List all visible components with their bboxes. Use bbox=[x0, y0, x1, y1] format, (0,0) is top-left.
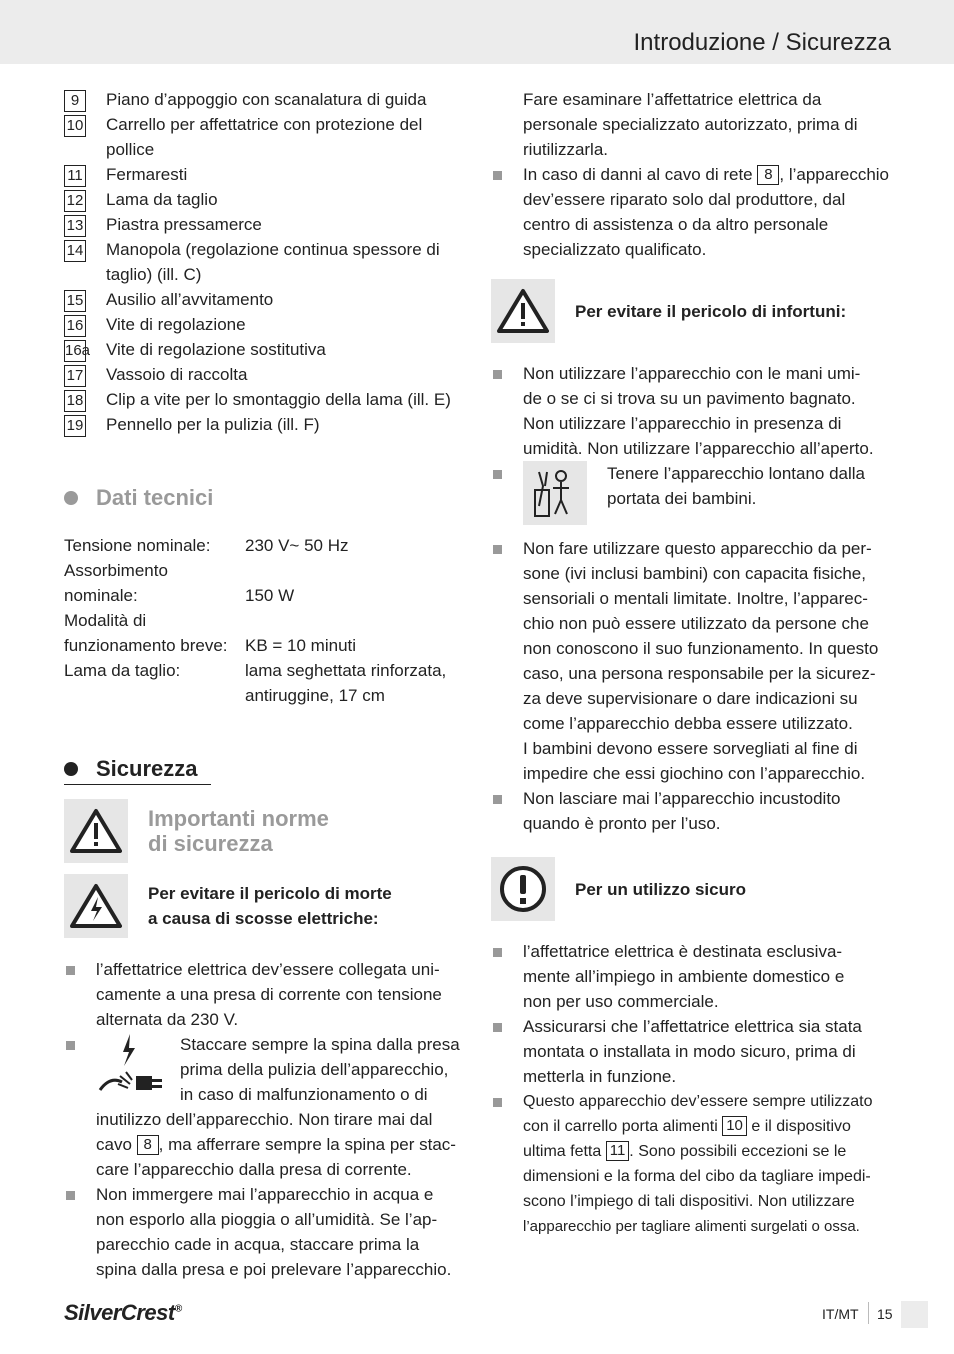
part-number-cell bbox=[64, 112, 106, 162]
part-label: Clip a vite per lo smontaggio della lama (ill. E) bbox=[106, 390, 451, 409]
text-line: Non lasciare mai l’apparecchio incustodito bbox=[523, 789, 841, 808]
text-line: Questo apparecchio dev’essere sempre utilizzato bbox=[523, 1093, 873, 1110]
part-number-box: 16 bbox=[64, 315, 86, 337]
safe-use-text: Per un utilizzo sicuro bbox=[575, 879, 746, 899]
part-label: Carrello per affettatrice con protezione del pollice bbox=[106, 115, 423, 159]
text-line: care l’apparecchio dalla presa di corrente. bbox=[96, 1160, 412, 1179]
square-bullet-icon bbox=[491, 361, 523, 461]
text-fragment: con il carrello porta alimenti bbox=[523, 1118, 718, 1135]
part-row bbox=[64, 287, 464, 312]
text-line: inutilizzo dell’apparecchio. Non tirare mai dal bbox=[96, 1110, 433, 1129]
part-number-box: 15 bbox=[64, 290, 86, 312]
text-fragment: . Sono possibili eccezioni se le bbox=[629, 1143, 847, 1160]
text-line: Staccare sempre la spina dalla presa bbox=[180, 1035, 460, 1054]
text-line: I bambini devono essere sorvegliati al fine di bbox=[523, 739, 858, 758]
square-bullet-icon bbox=[491, 786, 523, 836]
warning-triangle-icon bbox=[64, 799, 128, 863]
electric-shock-warning-icon bbox=[64, 874, 128, 938]
text-line: sone (ivi inclusi bambini) con capacita fisiche, bbox=[523, 564, 866, 583]
square-bullet-icon bbox=[491, 162, 523, 262]
square-bullet-icon bbox=[491, 1089, 523, 1239]
important-safety-header bbox=[64, 799, 464, 863]
part-number-box: 13 bbox=[64, 215, 86, 237]
part-number-box: 17 bbox=[64, 365, 86, 387]
text-fragment: cavo bbox=[96, 1135, 132, 1154]
text-line bbox=[523, 1139, 891, 1164]
square-bullet-icon bbox=[64, 1182, 96, 1282]
text-line bbox=[96, 1132, 464, 1157]
list-item bbox=[491, 786, 891, 836]
list-item bbox=[491, 536, 891, 786]
text-line: Non utilizzare l’apparecchio in presenza di bbox=[523, 414, 842, 433]
text-line: non esporlo alla pioggia o all’umidità. Se l’ap- bbox=[96, 1210, 438, 1229]
part-number-cell bbox=[64, 337, 106, 362]
shock-warning-line: a causa di scosse elettriche: bbox=[148, 909, 379, 928]
part-number-cell bbox=[64, 187, 106, 212]
text-line: za deve supervisionare o dare indicazioni su bbox=[523, 689, 858, 708]
part-number-cell bbox=[64, 387, 106, 412]
tech-key: nominale: bbox=[64, 586, 138, 605]
text-line: Assicurarsi che l’affettatrice elettrica sia stata bbox=[523, 1017, 862, 1036]
part-label: Piastra pressamerce bbox=[106, 215, 262, 234]
text-line: montata o installata in modo sicuro, prima di bbox=[523, 1042, 856, 1061]
square-bullet-icon bbox=[491, 536, 523, 786]
text-line: sensoriali o mentali limitate. Inoltre, l’apparec- bbox=[523, 589, 868, 608]
child-icon bbox=[523, 461, 587, 525]
bullet-dot-icon bbox=[64, 762, 78, 776]
unplug-plug-icon bbox=[96, 1032, 180, 1107]
square-bullet-icon bbox=[491, 461, 523, 525]
tech-value: lama seghettata rinforzata, bbox=[245, 661, 447, 680]
safety-heading bbox=[64, 756, 211, 785]
part-label: Ausilio all’avvitamento bbox=[106, 290, 274, 309]
part-number-box: 10 bbox=[722, 1116, 747, 1136]
tech-value: KB = 10 minuti bbox=[245, 636, 357, 655]
tech-value: antiruggine, 17 cm bbox=[245, 686, 385, 705]
text-line: in caso di malfunzionamento o di bbox=[180, 1085, 428, 1104]
part-number-cell bbox=[64, 362, 106, 387]
text-line: specializzato qualificato. bbox=[523, 240, 707, 259]
text-line: non conoscono il suo funzionamento. In questo bbox=[523, 639, 879, 658]
text-line: scono l’impiego di tali dispositivi. Non utilizzare bbox=[523, 1193, 855, 1210]
page-tab-marker bbox=[901, 1301, 928, 1328]
part-number-box: 8 bbox=[757, 165, 779, 185]
text-line bbox=[523, 1114, 891, 1139]
text-line: parecchio cade in acqua, staccare prima la bbox=[96, 1235, 420, 1254]
shock-warning-header bbox=[64, 874, 464, 938]
list-item bbox=[491, 1014, 891, 1089]
part-number-cell bbox=[64, 287, 106, 312]
text-line: Fare esaminare l’affettatrice elettrica da bbox=[523, 90, 822, 109]
part-number-box: 10 bbox=[64, 115, 86, 137]
footer-divider bbox=[868, 1302, 869, 1324]
part-number-cell bbox=[64, 237, 106, 287]
list-item bbox=[491, 1089, 891, 1239]
tech-value: 150 W bbox=[245, 586, 295, 605]
part-label: Piano d’appoggio con scanalatura di guida bbox=[106, 90, 427, 109]
part-number-box: 11 bbox=[64, 165, 86, 187]
text-line: come l’apparecchio debba essere utilizzato. bbox=[523, 714, 853, 733]
text-line: Non immergere mai l’apparecchio in acqua e bbox=[96, 1185, 434, 1204]
square-bullet-icon bbox=[491, 1014, 523, 1089]
text-line: l’affettatrice elettrica dev’essere collegata uni- bbox=[96, 960, 440, 979]
part-label: Fermaresti bbox=[106, 165, 188, 184]
text-fragment: ultima fetta bbox=[523, 1143, 602, 1160]
part-number-cell bbox=[64, 212, 106, 237]
list-item bbox=[64, 1182, 464, 1282]
tech-table bbox=[64, 533, 464, 708]
part-row bbox=[64, 237, 464, 287]
part-label: Pennello per la pulizia (ill. F) bbox=[106, 415, 320, 434]
text-fragment: e il dispositivo bbox=[751, 1118, 851, 1135]
part-row bbox=[64, 87, 464, 112]
text-line: personale specializzato autorizzato, prima di bbox=[523, 115, 858, 134]
trademark-mark: ® bbox=[174, 1303, 182, 1315]
part-label: Vassoio di raccolta bbox=[106, 365, 248, 384]
part-row bbox=[64, 112, 464, 162]
part-label: Manopola (regolazione continua spessore di taglio) (ill. C) bbox=[106, 240, 440, 284]
text-line: non per uso commerciale. bbox=[523, 992, 719, 1011]
brand-logo bbox=[64, 1300, 182, 1326]
page-header bbox=[0, 0, 954, 64]
tech-key: Tensione nominale: bbox=[64, 536, 211, 555]
text-line: Non fare utilizzare questo apparecchio da per- bbox=[523, 539, 872, 558]
part-row bbox=[64, 412, 464, 437]
text-line: Non utilizzare l’apparecchio con le mani umi- bbox=[523, 364, 861, 383]
injury-warning-header bbox=[491, 279, 891, 343]
part-number-cell bbox=[64, 412, 106, 437]
safe-use-header bbox=[491, 857, 891, 921]
tech-key: Lama da taglio: bbox=[64, 661, 181, 680]
right-column bbox=[491, 87, 891, 1239]
part-row bbox=[64, 212, 464, 237]
sub-heading: di sicurezza bbox=[148, 831, 273, 856]
language-code: IT/MT bbox=[822, 1306, 859, 1322]
part-number-box: 16a bbox=[64, 340, 86, 362]
text-line: centro di assistenza o da altro personale bbox=[523, 215, 829, 234]
text-line bbox=[523, 162, 891, 187]
part-number-cell bbox=[64, 162, 106, 187]
list-item bbox=[491, 162, 891, 262]
text-line: prima della pulizia dell’apparecchio, bbox=[180, 1060, 449, 1079]
part-number-box: 18 bbox=[64, 390, 86, 412]
text-line: alternata da 230 V. bbox=[96, 1010, 239, 1029]
part-number-cell bbox=[64, 312, 106, 337]
text-fragment: In caso di danni al cavo di rete bbox=[523, 165, 753, 184]
text-line: camente a una presa di corrente con tensione bbox=[96, 985, 442, 1004]
left-column bbox=[64, 87, 464, 1282]
part-number-box: 11 bbox=[606, 1141, 630, 1161]
page-title: Introduzione / Sicurezza bbox=[633, 29, 891, 56]
part-row bbox=[64, 312, 464, 337]
part-label: Lama da taglio bbox=[106, 190, 218, 209]
part-row bbox=[64, 187, 464, 212]
text-line: l’apparecchio per tagliare alimenti surgelati o ossa. bbox=[523, 1218, 860, 1235]
part-number-box: 9 bbox=[64, 90, 86, 112]
text-block bbox=[523, 536, 891, 786]
tech-heading bbox=[64, 485, 464, 511]
part-number-box: 12 bbox=[64, 190, 86, 212]
text-line: de o se ci si trova su un pavimento bagnato. bbox=[523, 389, 856, 408]
text-line: impedire che essi giochino con l’apparecchio. bbox=[523, 764, 866, 783]
text-line: dimensioni e la forma del cibo da tagliare impedi- bbox=[523, 1168, 871, 1185]
list-item bbox=[64, 957, 464, 1032]
text-line: mente all’impiego in ambiente domestico e bbox=[523, 967, 845, 986]
part-label: Vite di regolazione sostitutiva bbox=[106, 340, 326, 359]
text-line: caso, una persona responsabile per la sicurez- bbox=[523, 664, 876, 683]
part-row bbox=[64, 162, 464, 187]
text-line: quando è pronto per l’uso. bbox=[523, 814, 721, 833]
part-row bbox=[64, 387, 464, 412]
safety-heading-text: Sicurezza bbox=[96, 756, 198, 781]
brand-logo-text: SilverCrest bbox=[64, 1300, 175, 1325]
text-fragment: , ma afferrare sempre la spina per stac- bbox=[158, 1135, 456, 1154]
tech-key: funzionamento breve: bbox=[64, 636, 228, 655]
injury-warning-text: Per evitare il pericolo di infortuni: bbox=[575, 301, 847, 321]
text-line: umidità. Non utilizzare l’apparecchio all’aperto. bbox=[523, 439, 874, 458]
text-line: portata dei bambini. bbox=[607, 489, 757, 508]
shock-warning-line: Per evitare il pericolo di morte bbox=[148, 884, 392, 903]
page-number: 15 bbox=[877, 1306, 893, 1322]
part-number-box: 8 bbox=[137, 1135, 159, 1155]
text-line: chio non può essere utilizzato da persone che bbox=[523, 614, 869, 633]
bullet-dot-icon bbox=[64, 491, 78, 505]
tech-key: Assorbimento bbox=[64, 561, 168, 580]
text-fragment: , l’apparecchio bbox=[779, 165, 890, 184]
text-line: spina dalla presa e poi prelevare l’apparecchio. bbox=[96, 1260, 452, 1279]
exclamation-icon bbox=[491, 857, 555, 921]
list-item bbox=[64, 1032, 464, 1182]
text-line: metterla in funzione. bbox=[523, 1067, 677, 1086]
part-number-box: 19 bbox=[64, 415, 86, 437]
part-number-box: 14 bbox=[64, 240, 86, 262]
warning-triangle-icon bbox=[491, 279, 555, 343]
tech-heading-text: Dati tecnici bbox=[96, 485, 214, 510]
parts-list bbox=[64, 87, 464, 437]
sub-heading: Importanti norme bbox=[148, 806, 329, 831]
part-label: Vite di regolazione bbox=[106, 315, 246, 334]
text-line: l’affettatrice elettrica è destinata esclusiva- bbox=[523, 942, 843, 961]
part-number-cell bbox=[64, 87, 106, 112]
list-item bbox=[491, 361, 891, 461]
list-item bbox=[491, 939, 891, 1014]
part-row bbox=[64, 362, 464, 387]
tech-value: 230 V~ 50 Hz bbox=[245, 536, 349, 555]
text-line: Tenere l’apparecchio lontano dalla bbox=[607, 464, 866, 483]
square-bullet-icon bbox=[491, 939, 523, 1014]
text-line: riutilizzarla. bbox=[523, 140, 609, 159]
text-line: dev’essere riparato solo dal produttore, dal bbox=[523, 190, 846, 209]
list-item bbox=[491, 461, 891, 525]
tech-key: Modalità di bbox=[64, 611, 147, 630]
square-bullet-icon bbox=[64, 957, 96, 1032]
part-row bbox=[64, 337, 464, 362]
square-bullet-icon bbox=[64, 1032, 96, 1182]
